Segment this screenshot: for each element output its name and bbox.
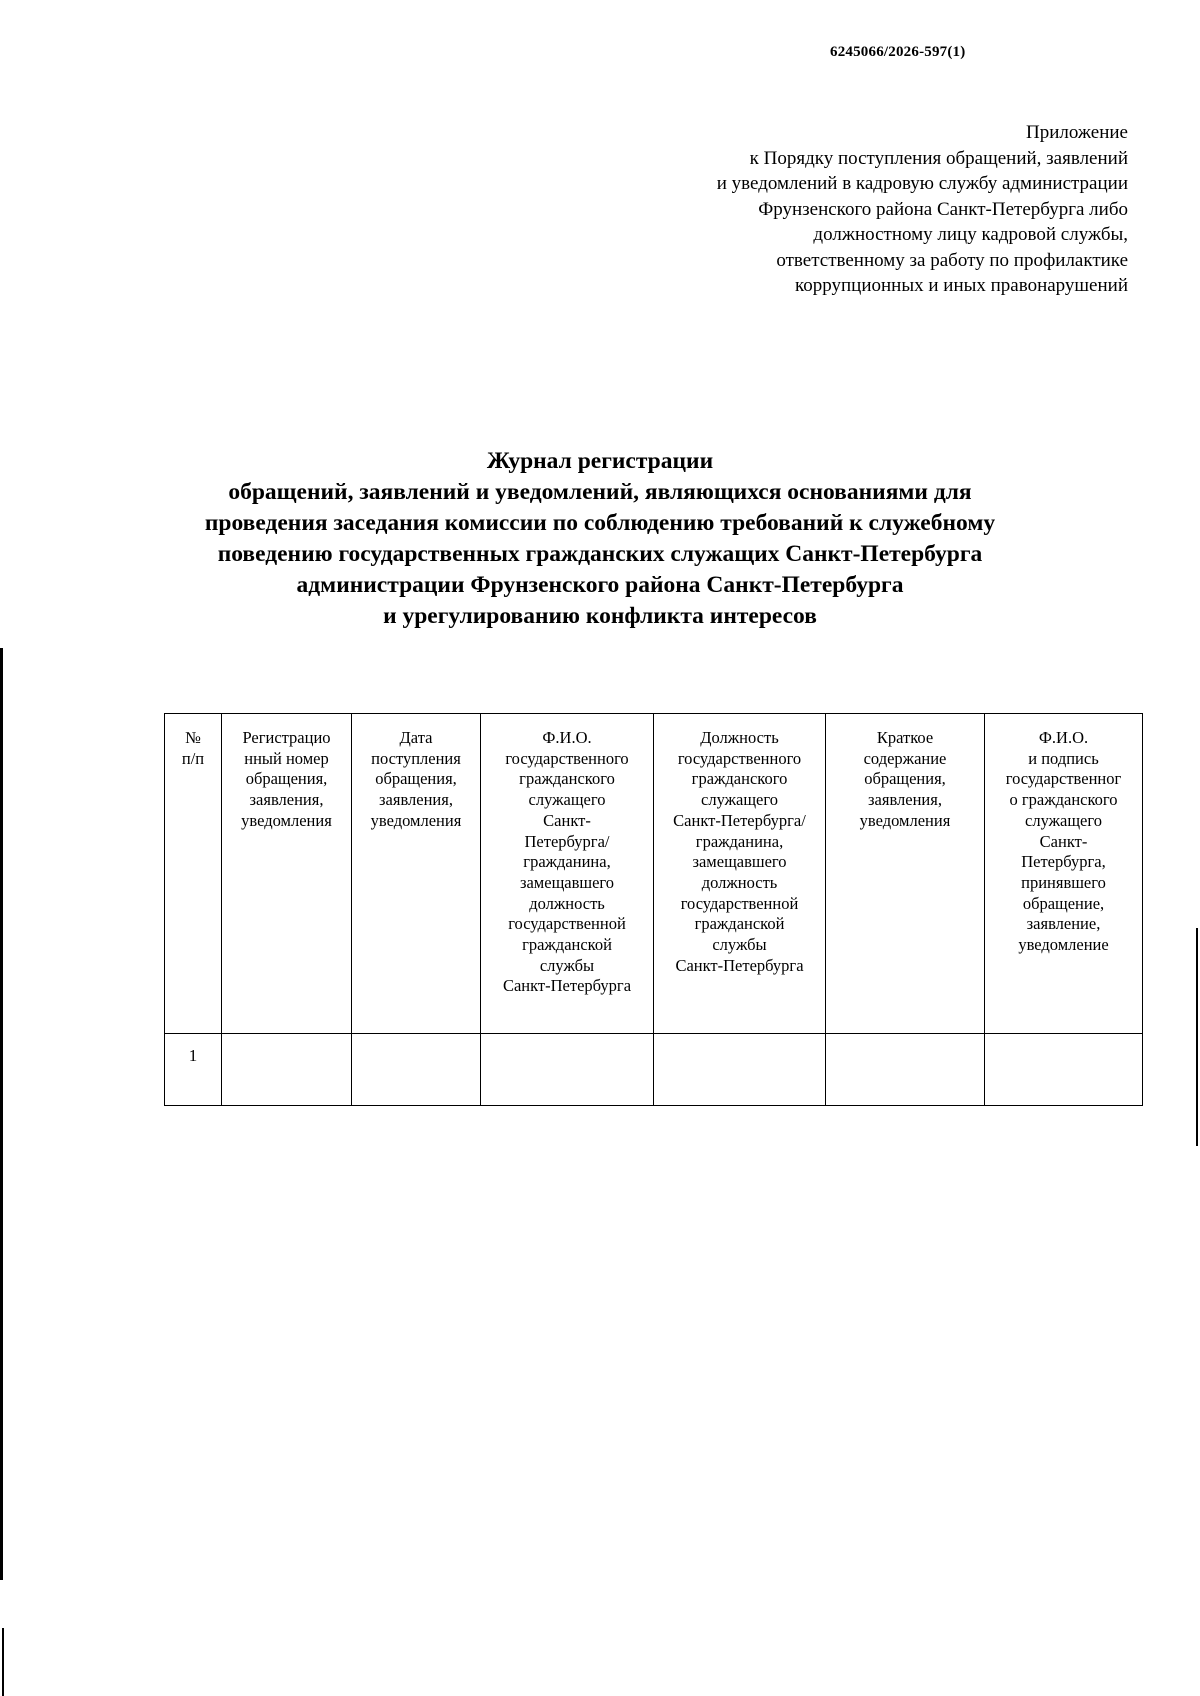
scan-edge-line (1196, 928, 1198, 1146)
header-cell-registration-number: Регистрацио нный номер обращения, заявления, уведомления (222, 714, 352, 1034)
table-cell (481, 1034, 654, 1106)
table-cell (222, 1034, 352, 1106)
registration-journal-table (164, 713, 1143, 1106)
appendix-line: к Порядку поступления обращений, заявлений (749, 147, 1128, 169)
title-line: обращений, заявлений и уведомлений, являющихся основаниями для (228, 479, 972, 505)
title-line: проведения заседания комиссии по соблюдению требований к служебному (204, 510, 996, 536)
table-row (165, 1034, 1143, 1106)
appendix-line: Приложение (1026, 122, 1128, 143)
appendix-note (528, 120, 1128, 299)
header-cell-employee-name: Ф.И.О. государственного гражданского служащего Санкт- Петербурга/ гражданина, замещавшего должность государственной гражданской службы Санкт-Петербурга (481, 714, 654, 1034)
title-line: поведению государственных гражданских служащих Санкт-Петербурга (217, 541, 983, 567)
appendix-line: и уведомлений в кадровую службу администрации (716, 173, 1128, 194)
table-cell (352, 1034, 481, 1106)
appendix-line: ответственному за работу по профилактике (776, 249, 1128, 271)
table-cell (654, 1034, 826, 1106)
title-line: и урегулированию конфликта интересов (383, 603, 817, 629)
header-cell-receipt-date: Дата поступления обращения, заявления, уведомления (352, 714, 481, 1034)
table-header-row (165, 714, 1143, 1034)
header-cell-summary: Краткое содержание обращения, заявления, уведомления (826, 714, 985, 1034)
journal-title (150, 446, 1050, 632)
scan-edge-line (2, 1628, 4, 1696)
appendix-line: Фрунзенского района Санкт-Петербурга либо (758, 198, 1128, 220)
appendix-line: должностному лицу кадровой службы, (813, 224, 1128, 245)
table-cell (985, 1034, 1143, 1106)
header-cell-receiver-signature: Ф.И.О. и подпись государственног о гражданского служащего Санкт- Петербурга, принявшего обращение, заявление, уведомление (985, 714, 1143, 1034)
header-cell-number: № п/п (165, 714, 222, 1034)
scan-edge-line (0, 648, 3, 1580)
title-line: администрации Фрунзенского района Санкт-Петербурга (296, 572, 904, 598)
title-line: Журнал регистрации (486, 448, 714, 474)
table-cell: 1 (165, 1034, 222, 1106)
header-cell-employee-position: Должность государственного гражданского служащего Санкт-Петербурга/ гражданина, замещавшего должность государственной гражданской службы Санкт-Петербурга (654, 714, 826, 1034)
document-number: 6245066/2026-597(1) (830, 44, 966, 60)
appendix-line: коррупционных и иных правонарушений (794, 275, 1128, 296)
table-cell (826, 1034, 985, 1106)
